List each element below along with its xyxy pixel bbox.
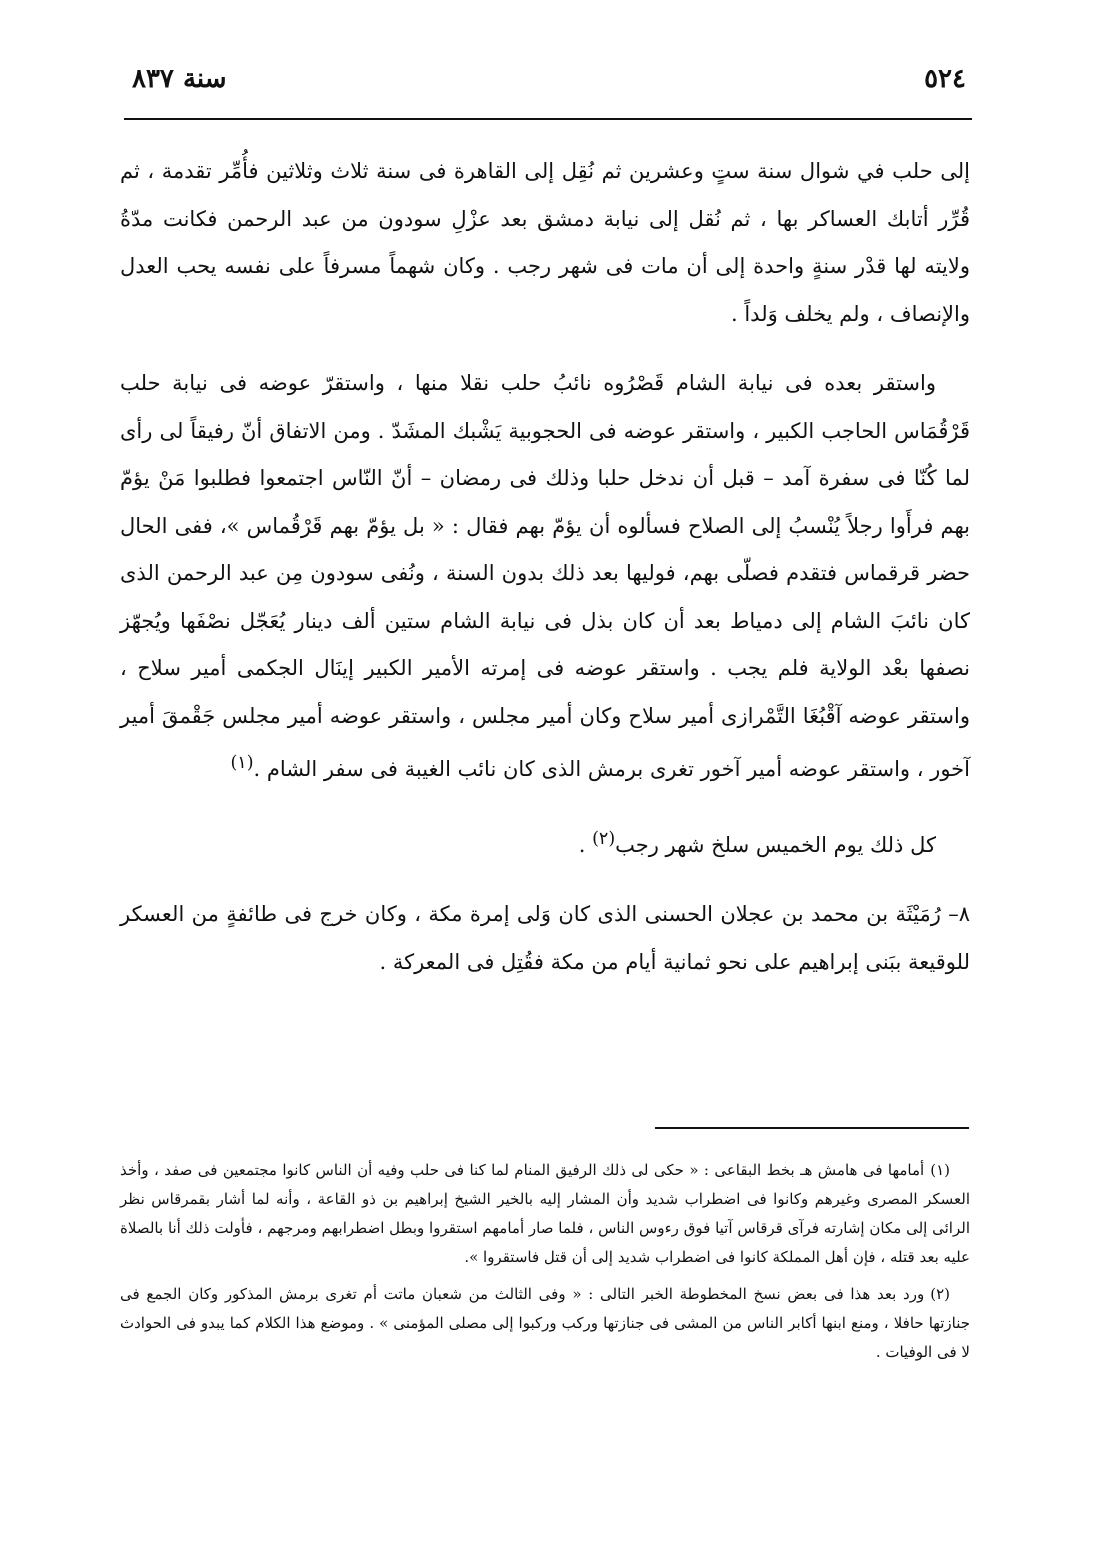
footnote-rule [655, 1127, 969, 1129]
footnote-2 [120, 1280, 970, 1367]
footnote-ref-1: (١) [230, 753, 254, 773]
footnote-ref-2: (٢) [592, 828, 616, 849]
paragraph-1: إلى حلب في شوال سنة ستٍ وعشرين ثم نُقِل إلى القاهرة فى سنة ثلاث وثلاثين فأُمِّر تقدمة ، ثم قُرِّر أتابك العساكر بها ، ثم نُقل إلى نيابة دمشق بعد عزْلِ سودون من عبد الرحمن فكانت مدّةُ ولايته لها قدْر سنةٍ واحدة إلى أن مات فى شهر رجب . وكان شهماً مسرفاً على نفسه يحب العدل والإنصاف ، ولم يخلف وَلداً . [120, 159, 970, 326]
paragraph-2-text: واستقر بعده فى نيابة الشام قَصْرُوه نائبُ حلب نقلا منها ، واستقرّ عوضه فى نيابة حلب قَرْقُمَاس الحاجب الكبير ، واستقر عوضه فى الحجوبية يَشْبك المشَدّ . ومن الاتفاق أنّ رفيقاً لى رأى لما كُنّا فى سفرة آمد – قبل أن ندخل حلبا وذلك فى رمضان – أنّ النّاس اجتمعوا فطلبوا مَنْ يؤمّ بهم فرأَوا رجلاً يُنْسبُ إلى الصلاح فسألوه أن يؤمّ بهم فقال : « بل يؤمّ بهم قَرْقُماس »، ففى الحال حضر قرقماس فتقدم فصلّى بهم، فوليها بعد ذلك بدون السنة ، ونُفى سودون مِن عبد الرحمن الذى كان نائبَ الشام إلى دمياط بعد أن كان بذل فى نيابة الشام ستين ألف دينار يُعَجّل نصْفَها ويُجهّز نصفها بعْد الولاية فلم يجب . واستقر عوضه فى إمرته الأمير الكبير إينَال الجكمى أمير سلاح ، واستقر عوضه آقْبُغَا التَّمْرازى أمير سلاح وكان أمير مجلس ، واستقر عوضه أمير مجلس جَقْمقَ أمير آخور ، واستقر عوضه أمير آخور تغرى برمش الذى كان نائب الغيبة فى سفر الشام . [120, 371, 970, 781]
year-heading: سنة ٨٣٧ [132, 64, 227, 94]
footnote-number: (١) [930, 1161, 950, 1179]
page-header [132, 64, 966, 108]
footnote-text: ورد بعد هذا فى بعض نسخ المخطوطة الخبر التالى : « وفى الثالث من شعبان ماتت أم تغرى برمش المذكور وكان الجمع فى جنازتها حافلا ، ومنع ابنها أكابر الناس من المشى فى جنازتها وركب وركبوا إلى مصلى المؤمنى » . وموضع هذا الكلام كما يبدو فى الحوادث لا فى الوفيات . [120, 1285, 970, 1361]
paragraph-4-entry: ٨– رُمَيْثَة بن محمد بن عجلان الحسنى الذى كان وَلى إمرة مكة ، وكان خرج فى طائفةٍ من العسكر للوقيعة ببَنى إبراهيم على نحو ثمانية أيام من مكة فقُتِل فى المعركة . [120, 902, 970, 974]
footnote-text: أمامها فى هامش هـ بخط البقاعى : « حكى لى ذلك الرفيق المنام لما كنا فى حلب وفيه أن الناس كانوا مجتمعين فى صفد ، وأخذ العسكر المصرى وغيرهم وكانوا فى اضطراب شديد وأن المشار إليه بالخير الشيخ إبراهيم بن ذو القاعة ، وأنه لما أشار بقمرقاس نظر الرائى إلى مكان إشارته فرآى قرقاس آتيا فوق رءوس الناس ، فلما صار أمامهم استقروا وبطل اضطرابهم ومرجهم ، فأولت ذلك أنا بالصلاة عليه بعد قتله ، فإن أهل المملكة كانوا فى اضطراب شديد إلى أن قتل فاستقروا ». [120, 1161, 970, 1266]
paragraph-3 [120, 816, 970, 870]
footnote-number: (٢) [930, 1285, 950, 1303]
page-number: ٥٢٤ [924, 64, 966, 94]
paragraph-2 [120, 360, 970, 794]
paragraph-3-text: كل ذلك يوم الخميس سلخ شهر رجب [615, 832, 936, 857]
footnotes [120, 1156, 970, 1375]
main-text [120, 148, 970, 986]
footnote-1 [120, 1156, 970, 1272]
header-rule [124, 118, 972, 120]
paragraph-3-end: . [578, 832, 593, 857]
